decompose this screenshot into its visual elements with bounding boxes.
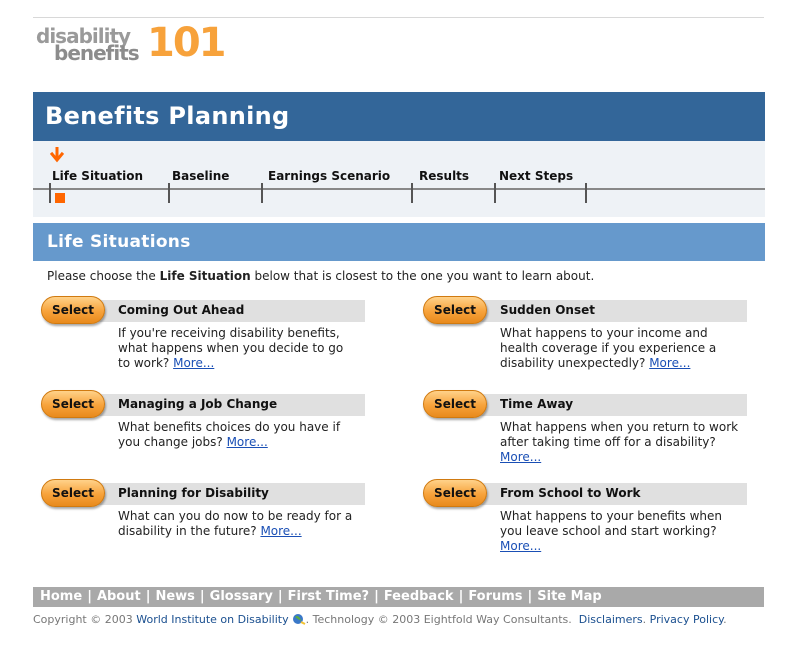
nav-separator: | — [374, 589, 379, 604]
nav-separator: | — [199, 589, 205, 604]
progress-steps — [33, 141, 765, 217]
more-link[interactable]: More... — [173, 356, 215, 370]
step-results[interactable]: Results — [419, 169, 470, 183]
select-button[interactable]: Select — [423, 296, 487, 324]
card-description: If you're receiving disability benefits, what happens when you decide to go to work? More... — [118, 326, 344, 370]
card-from-school-to-work — [423, 479, 749, 559]
card-description: What benefits choices do you have if you change jobs? More... — [118, 420, 341, 449]
card-title-bar — [453, 394, 747, 416]
section-title: Life Situations — [47, 232, 191, 252]
card-time-away — [423, 390, 749, 470]
nav-separator: | — [458, 589, 464, 604]
progress-line — [33, 188, 765, 190]
progress-tick — [49, 183, 51, 203]
progress-tick — [585, 183, 587, 203]
card-title: Sudden Onset — [500, 303, 595, 317]
step-earnings-scenario[interactable]: Earnings Scenario — [268, 169, 391, 183]
card-title: From School to Work — [500, 486, 641, 500]
section-header — [33, 223, 765, 261]
intro-text: Please choose the Life Situation below that is closest to the one you want to learn about. — [47, 269, 595, 283]
select-button[interactable]: Select — [423, 479, 487, 507]
org-link[interactable]: World Institute on Disability — [136, 613, 289, 626]
logo-number: 101 — [147, 20, 225, 66]
footer-link-about[interactable]: About — [96, 589, 141, 604]
site-logo[interactable] — [36, 20, 225, 66]
page-title: Benefits Planning — [45, 102, 290, 130]
card-title: Coming Out Ahead — [118, 303, 245, 317]
footer-link-forums[interactable]: Forums — [468, 589, 523, 604]
card-description: What happens to your benefits when you leave school and start working? More... — [500, 509, 722, 553]
nav-separator: | — [87, 589, 92, 604]
copyright-text: Copyright © 2003 World Institute on Disability . Technology © 2003 Eightfold Way Consultants. Disclaimers. Privacy Policy. — [33, 613, 727, 626]
select-button[interactable]: Select — [423, 390, 487, 418]
card-title-bar — [453, 300, 747, 322]
step-baseline[interactable]: Baseline — [172, 169, 230, 183]
card-title: Managing a Job Change — [118, 397, 278, 411]
footer-link-news[interactable]: News — [155, 589, 195, 604]
card-planning-for-disability — [41, 479, 367, 549]
card-description: What happens to your income and health coverage if you experience a disability unexpectedly? More... — [500, 326, 717, 370]
top-divider — [33, 17, 764, 18]
progress-tick — [494, 183, 496, 203]
more-link[interactable]: More... — [226, 435, 268, 449]
nav-separator: | — [145, 589, 151, 604]
more-link[interactable]: More... — [500, 450, 542, 464]
select-button[interactable]: Select — [41, 390, 105, 418]
globe-icon — [292, 613, 306, 625]
page-banner — [33, 92, 765, 141]
card-title: Planning for Disability — [118, 486, 269, 500]
logo-line2: benefits — [54, 41, 139, 65]
nav-separator: | — [277, 589, 283, 604]
more-link[interactable]: More... — [500, 539, 542, 553]
select-button[interactable]: Select — [41, 296, 105, 324]
disclaimers-link[interactable]: Disclaimers — [578, 613, 643, 626]
card-title: Time Away — [500, 397, 574, 411]
footer-link-first-time[interactable]: First Time? — [287, 589, 370, 604]
footer-nav — [33, 587, 764, 607]
current-step-arrow-icon — [50, 147, 64, 163]
privacy-policy-link[interactable]: Privacy Policy — [649, 613, 724, 626]
step-next-steps[interactable]: Next Steps — [499, 169, 574, 183]
progress-tick — [168, 183, 170, 203]
progress-tick — [411, 183, 413, 203]
progress-tick — [261, 183, 263, 203]
select-button[interactable]: Select — [41, 479, 105, 507]
footer-link-home[interactable]: Home — [40, 589, 83, 604]
card-managing-a-job-change — [41, 390, 367, 460]
current-step-marker — [55, 193, 65, 203]
footer-link-feedback[interactable]: Feedback — [383, 589, 454, 604]
logo-line1: disability — [36, 24, 131, 48]
card-coming-out-ahead — [41, 296, 367, 376]
footer-link-glossary[interactable]: Glossary — [209, 589, 273, 604]
more-link[interactable]: More... — [649, 356, 691, 370]
step-life-situation[interactable]: Life Situation — [52, 169, 144, 183]
card-description: What can you do now to be ready for a disability in the future? More... — [118, 509, 353, 538]
more-link[interactable]: More... — [260, 524, 302, 538]
footer-link-site-map[interactable]: Site Map — [537, 589, 602, 604]
nav-separator: | — [527, 589, 533, 604]
card-description: What happens when you return to work after taking time off for a disability? More... — [500, 420, 739, 464]
card-sudden-onset — [423, 296, 749, 376]
